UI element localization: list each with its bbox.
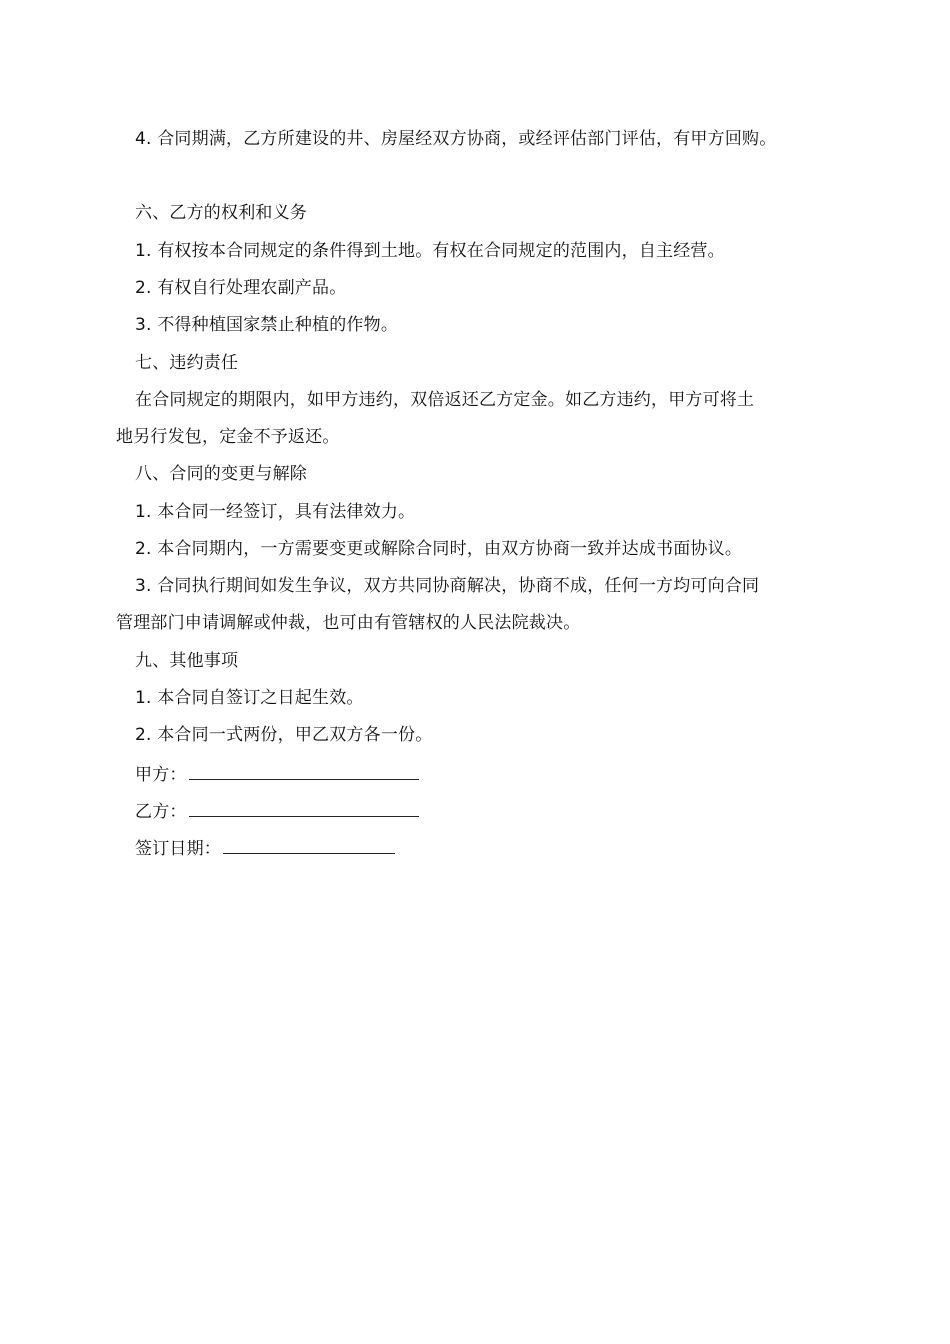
signing-date (135, 835, 395, 861)
party-a-label: 甲方： (135, 765, 187, 785)
party-b-signature (135, 798, 419, 824)
section-9-title: 九、其他事项 (135, 651, 239, 671)
section-7-title: 七、违约责任 (135, 353, 239, 373)
clause-5-item-4: 4. 合同期满，乙方所建设的井、房屋经双方协商，或经评估部门评估，有甲方回购。 (135, 129, 777, 149)
section-6-item-1: 1. 有权按本合同规定的条件得到土地。有权在合同规定的范围内，自主经营。 (135, 241, 725, 261)
section-9-item-2: 2. 本合同一式两份，甲乙双方各一份。 (135, 725, 433, 745)
party-a-signature (135, 761, 419, 787)
section-6-item-2: 2. 有权自行处理农副产品。 (135, 278, 347, 298)
signing-date-line (223, 835, 395, 854)
party-a-signature-line (189, 761, 419, 780)
section-7-paragraph-line-2: 地另行发包，定金不予返还。 (116, 427, 340, 447)
section-8-title: 八、合同的变更与解除 (135, 464, 307, 484)
section-8-item-2: 2. 本合同期内，一方需要变更或解除合同时，由双方协商一致并达成书面协议。 (135, 539, 743, 559)
party-b-signature-line (189, 798, 419, 817)
section-6-title: 六、乙方的权利和义务 (135, 203, 307, 223)
section-8-item-1: 1. 本合同一经签订，具有法律效力。 (135, 502, 416, 522)
section-8-item-3-line-1: 3. 合同执行期间如发生争议，双方共同协商解决，协商不成，任何一方均可向合同 (135, 576, 760, 596)
party-b-label: 乙方： (135, 802, 187, 822)
section-9-item-1: 1. 本合同自签订之日起生效。 (135, 688, 364, 708)
section-6-item-3: 3. 不得种植国家禁止种植的作物。 (135, 315, 399, 335)
signing-date-label: 签订日期： (135, 839, 221, 859)
section-8-item-3-line-2: 管理部门申请调解或仲裁，也可由有管辖权的人民法院裁决。 (116, 613, 581, 633)
section-7-paragraph-line-1: 在合同规定的期限内，如甲方违约，双倍返还乙方定金。如乙方违约，甲方可将土 (135, 390, 755, 410)
